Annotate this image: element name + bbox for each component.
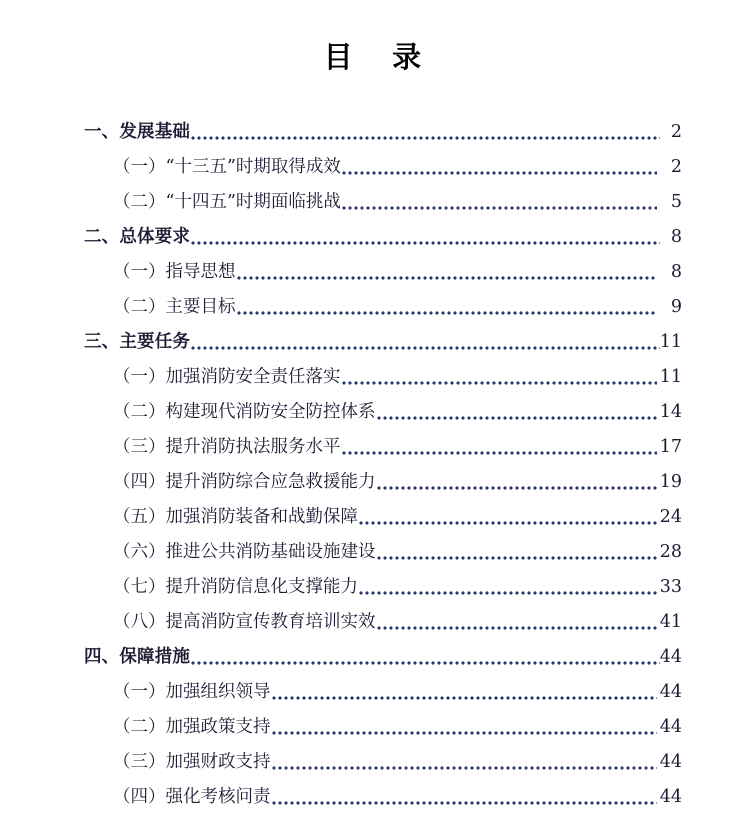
toc-page-number: 11 bbox=[659, 367, 682, 387]
toc-entry-label: 二、总体要求 bbox=[84, 227, 191, 247]
toc-page-number: 11 bbox=[659, 332, 682, 352]
toc-dot-leader bbox=[341, 374, 657, 388]
toc-entry[interactable] bbox=[0, 290, 750, 325]
toc-entry[interactable] bbox=[0, 780, 750, 815]
toc-entry-label: （二）“十四五”时期面临挑战 bbox=[113, 192, 341, 212]
toc-entry[interactable] bbox=[0, 220, 750, 255]
toc-entry[interactable] bbox=[0, 745, 750, 780]
toc-page-number: 5 bbox=[670, 192, 682, 212]
toc-dot-leader bbox=[271, 794, 657, 808]
page-title: 目 录 bbox=[323, 40, 427, 74]
toc-entry-label: （一）加强消防安全责任落实 bbox=[113, 367, 341, 387]
toc-page-number: 9 bbox=[670, 297, 682, 317]
toc-entry[interactable] bbox=[0, 360, 750, 395]
toc-entry-label: （六）推进公共消防基础设施建设 bbox=[113, 542, 376, 562]
toc-entry[interactable] bbox=[0, 255, 750, 290]
toc-page-number: 33 bbox=[659, 577, 682, 597]
toc-page-number: 17 bbox=[659, 437, 682, 457]
table-of-contents bbox=[0, 115, 750, 815]
toc-entry[interactable] bbox=[0, 605, 750, 640]
toc-entry-label: （四）强化考核问责 bbox=[113, 787, 271, 807]
toc-dot-leader bbox=[236, 269, 658, 283]
toc-entry-label: （一）“十三五”时期取得成效 bbox=[113, 157, 341, 177]
toc-page-number: 8 bbox=[670, 262, 682, 282]
toc-entry-label: 三、主要任务 bbox=[84, 332, 191, 352]
toc-entry[interactable] bbox=[0, 500, 750, 535]
toc-entry[interactable] bbox=[0, 570, 750, 605]
toc-entry[interactable] bbox=[0, 675, 750, 710]
toc-entry-label: （四）提升消防综合应急救援能力 bbox=[113, 472, 376, 492]
toc-page-number: 14 bbox=[659, 402, 682, 422]
toc-page-number: 2 bbox=[670, 157, 682, 177]
toc-entry[interactable] bbox=[0, 535, 750, 570]
toc-dot-leader bbox=[190, 654, 660, 668]
toc-dot-leader bbox=[271, 689, 657, 703]
toc-entry[interactable] bbox=[0, 395, 750, 430]
toc-page-number: 44 bbox=[659, 787, 682, 807]
toc-entry[interactable] bbox=[0, 430, 750, 465]
toc-entry[interactable] bbox=[0, 640, 750, 675]
toc-entry[interactable] bbox=[0, 465, 750, 500]
toc-dot-leader bbox=[190, 339, 660, 353]
toc-page-number: 44 bbox=[659, 717, 682, 737]
toc-entry-label: 四、保障措施 bbox=[84, 647, 191, 667]
toc-entry-label: （八）提高消防宣传教育培训实效 bbox=[113, 612, 376, 632]
toc-dot-leader bbox=[271, 724, 657, 738]
toc-page-number: 28 bbox=[659, 542, 682, 562]
toc-page-number: 8 bbox=[670, 227, 682, 247]
toc-dot-leader bbox=[358, 584, 657, 598]
toc-dot-leader bbox=[271, 759, 657, 773]
toc-page-number: 44 bbox=[659, 647, 682, 667]
toc-dot-leader bbox=[358, 514, 657, 528]
toc-page-number: 44 bbox=[659, 752, 682, 772]
toc-dot-leader bbox=[376, 409, 657, 423]
toc-page-number: 24 bbox=[659, 507, 682, 527]
toc-page-number: 41 bbox=[659, 612, 682, 632]
toc-entry-label: （一）指导思想 bbox=[113, 262, 236, 282]
toc-entry-label: （二）构建现代消防安全防控体系 bbox=[113, 402, 376, 422]
toc-entry[interactable] bbox=[0, 115, 750, 150]
toc-dot-leader bbox=[376, 479, 657, 493]
toc-entry-label: （三）提升消防执法服务水平 bbox=[113, 437, 341, 457]
toc-entry[interactable] bbox=[0, 185, 750, 220]
toc-dot-leader bbox=[341, 164, 657, 178]
toc-entry[interactable] bbox=[0, 325, 750, 360]
toc-page-number: 19 bbox=[659, 472, 682, 492]
toc-dot-leader bbox=[341, 199, 657, 213]
toc-dot-leader bbox=[190, 129, 660, 143]
toc-page-number: 2 bbox=[670, 122, 682, 142]
toc-entry[interactable] bbox=[0, 150, 750, 185]
toc-entry-label: （二）主要目标 bbox=[113, 297, 236, 317]
toc-page-number: 44 bbox=[659, 682, 682, 702]
toc-dot-leader bbox=[376, 549, 657, 563]
toc-entry-label: （七）提升消防信息化支撑能力 bbox=[113, 577, 358, 597]
toc-entry-label: （二）加强政策支持 bbox=[113, 717, 271, 737]
toc-entry-label: 一、发展基础 bbox=[84, 122, 191, 142]
toc-entry-label: （三）加强财政支持 bbox=[113, 752, 271, 772]
toc-dot-leader bbox=[376, 619, 657, 633]
toc-dot-leader bbox=[236, 304, 658, 318]
toc-entry-label: （一）加强组织领导 bbox=[113, 682, 271, 702]
toc-entry-label: （五）加强消防装备和战勤保障 bbox=[113, 507, 358, 527]
toc-dot-leader bbox=[190, 234, 660, 248]
toc-dot-leader bbox=[341, 444, 657, 458]
toc-entry[interactable] bbox=[0, 710, 750, 745]
